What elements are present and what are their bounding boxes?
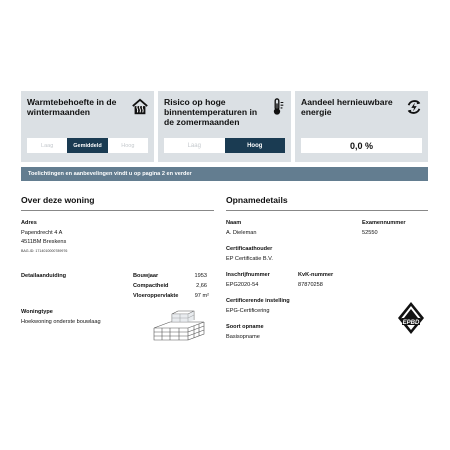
renewable-panel (295, 91, 428, 162)
kvk-label: KvK-nummer (298, 272, 334, 278)
soort-opname-value: Basisopname (226, 334, 260, 340)
bouwjaar-value: 1953 (194, 273, 207, 279)
certificaathouder-value: EP Certificatie B.V. (226, 256, 273, 262)
instelling-label: Certificerende instelling (226, 298, 290, 304)
adres-label: Adres (21, 220, 37, 226)
woningtype-label: Woningtype (21, 309, 53, 315)
bag-id: BAG-ID: 1714010000789976 (21, 249, 68, 253)
summer-option-laag: Laag (187, 142, 201, 149)
examen-value: 52550 (362, 230, 378, 236)
vloer-label: Vloeroppervlakte (133, 293, 179, 299)
inschrijfnummer-value: EPG2020-54 (226, 282, 259, 288)
vloer-value: 97 m² (194, 293, 209, 299)
opname-heading: Opnamedetails (226, 195, 288, 205)
thermometer-icon (268, 98, 286, 116)
winter-heat-scale (27, 138, 148, 153)
woning-divider (21, 210, 214, 211)
bouwjaar-label: Bouwjaar (133, 273, 159, 279)
examen-label: Examennummer (362, 220, 406, 226)
compactheid-value: 2,66 (196, 283, 207, 289)
kvk-value: 87870258 (298, 282, 323, 288)
summer-option-hoog: Hoog (225, 138, 286, 153)
house-heat-icon (131, 98, 149, 116)
instelling-value: EPG-Certificering (226, 308, 270, 314)
building-block-icon (152, 310, 206, 342)
naam-value: A. Dieleman (226, 230, 257, 236)
naam-label: Naam (226, 220, 242, 226)
recycle-bolt-icon (405, 98, 423, 116)
soort-opname-label: Soort opname (226, 324, 264, 330)
summer-heat-title: Risico op hoge binnentemperaturen in de zomermaanden (164, 97, 258, 127)
info-banner: Toelichtingen en aanbevelingen vindt u op pagina 2 en verder (21, 167, 428, 181)
renewable-title: Aandeel hernieuwbare energie (301, 97, 393, 117)
summer-heat-scale (164, 138, 285, 153)
certificaathouder-label: Certificaathouder (226, 246, 273, 252)
woning-heading: Over deze woning (21, 195, 95, 205)
summer-heat-panel (158, 91, 291, 162)
epbd-logo (396, 301, 426, 335)
detail-label: Detailaanduiding (21, 273, 67, 279)
opname-divider (226, 210, 428, 211)
energy-indicator-panels (21, 91, 428, 162)
adres-line1: Papendrecht 4 A (21, 230, 63, 236)
winter-heat-title: Warmtebehoefte in de wintermaanden (27, 97, 117, 117)
epbd-logo-text: EPBD (402, 319, 420, 326)
winter-option-gemiddeld: Gemiddeld (67, 138, 107, 153)
winter-option-laag: Laag (41, 142, 54, 149)
winter-option-hoog: Hoog (121, 142, 135, 149)
adres-line2: 4511BM Breskens (21, 239, 67, 245)
woningtype-value: Hoekwoning onderste bouwlaag (21, 319, 101, 325)
renewable-value: 0,0 % (301, 138, 422, 153)
compactheid-label: Compactheid (133, 283, 169, 289)
inschrijfnummer-label: Inschrijfnummer (226, 272, 270, 278)
winter-heat-panel (21, 91, 154, 162)
